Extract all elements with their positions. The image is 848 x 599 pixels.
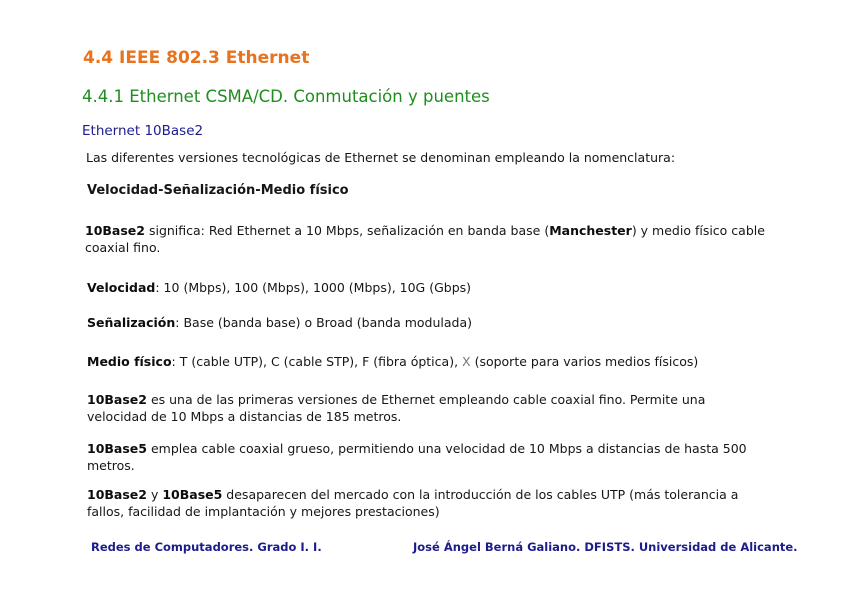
text: y bbox=[146, 487, 163, 502]
topic-title: Ethernet 10Base2 bbox=[82, 123, 204, 139]
term-10base2: 10Base2 bbox=[85, 223, 145, 238]
nomenclature-formula: Velocidad-Señalización-Medio físico bbox=[87, 183, 349, 198]
term-10base2: 10Base2 bbox=[87, 487, 147, 502]
term-senalizacion: Señalización bbox=[87, 315, 176, 330]
section-title: 4.4 IEEE 802.3 Ethernet bbox=[83, 48, 310, 68]
paragraph-senalizacion bbox=[87, 314, 767, 331]
text: desaparecen del mercado con la introducción de los cables UTP (más tolerancia a fallos, facilidad de implantación y mejores prestaciones) bbox=[87, 487, 739, 519]
term-10base5: 10Base5 bbox=[87, 441, 147, 456]
paragraph-10base2-description bbox=[87, 391, 767, 425]
paragraph-10base5-description bbox=[87, 440, 767, 474]
text: es una de las primeras versiones de Ethernet empleando cable coaxial fino. Permite una velocidad de 10 Mbps a distancias de 185 metros. bbox=[87, 392, 706, 424]
term-10base5: 10Base5 bbox=[162, 487, 223, 502]
medium-x-code: X bbox=[462, 354, 471, 369]
paragraph-obsolescence bbox=[87, 486, 767, 520]
term-10base2: 10Base2 bbox=[87, 392, 147, 407]
text: (soporte para varios medios físicos) bbox=[470, 354, 699, 369]
footer-course: Redes de Computadores. Grado I. I. bbox=[91, 540, 322, 554]
text: significa: Red Ethernet a 10 Mbps, señalización en banda base ( bbox=[144, 223, 550, 238]
text: ) y medio físico cable coaxial fino. bbox=[85, 223, 765, 255]
subsection-title: 4.4.1 Ethernet CSMA/CD. Conmutación y puentes bbox=[82, 87, 490, 106]
term-velocidad: Velocidad bbox=[87, 280, 156, 295]
paragraph-10base2-meaning bbox=[85, 222, 765, 256]
text: : Base (banda base) o Broad (banda modulada) bbox=[175, 315, 473, 330]
text: : 10 (Mbps), 100 (Mbps), 1000 (Mbps), 10G (Gbps) bbox=[155, 280, 472, 295]
paragraph-medio-fisico bbox=[87, 353, 767, 370]
term-medio-fisico: Medio físico bbox=[87, 354, 172, 369]
footer-author: José Ángel Berná Galiano. DFISTS. Universidad de Alicante. bbox=[413, 540, 798, 554]
paragraph-velocidad bbox=[87, 279, 767, 296]
text: emplea cable coaxial grueso, permitiendo una velocidad de 10 Mbps a distancias de hasta 500 metros. bbox=[87, 441, 747, 473]
intro-paragraph: Las diferentes versiones tecnológicas de Ethernet se denominan empleando la nomenclatura: bbox=[86, 150, 676, 165]
text: : T (cable UTP), C (cable STP), F (fibra óptica), bbox=[171, 354, 463, 369]
term-manchester: Manchester bbox=[549, 223, 632, 238]
